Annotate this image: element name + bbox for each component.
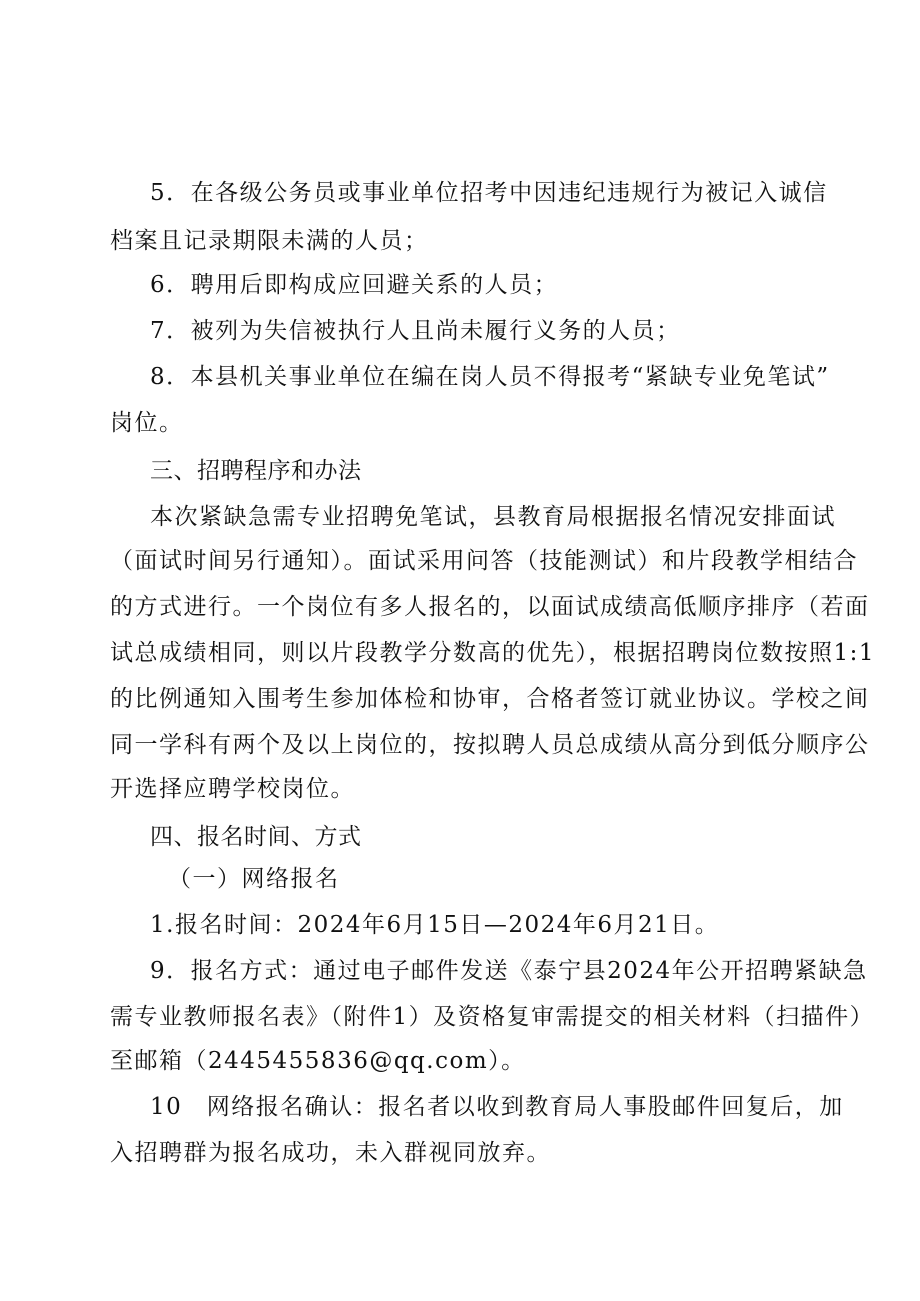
paragraph-line: 6．聘用后即构成应回避关系的人员； <box>150 272 559 298</box>
paragraph-line: 1.报名时间：2024年6月15日—2024年6月21日。 <box>150 912 720 938</box>
paragraph-line: 5．在各级公务员或事业单位招考中因违纪违规行为被记入诚信 <box>150 180 828 206</box>
section-heading: 四、报名时间、方式 <box>150 824 362 850</box>
paragraph-line: 本次紧缺急需专业招聘免笔试，县教育局根据报名情况安排面试 <box>150 504 836 530</box>
paragraph-line: 同一学科有两个及以上岗位的，按拟聘人员总成绩从高分到低分顺序公 <box>110 732 870 758</box>
paragraph-line: 试总成绩相同，则以片段教学分数高的优先），根据招聘岗位数按照1:1 <box>110 640 876 666</box>
paragraph-line: 的比例通知入围考生参加体检和协审，合格者签订就业协议。学校之间 <box>110 686 870 712</box>
paragraph-line: 10 网络报名确认：报名者以收到教育局人事股邮件回复后，加 <box>150 1094 844 1120</box>
paragraph-line: 需专业教师报名表》（附件1）及资格复审需提交的相关材料（扫描件） <box>110 1004 875 1030</box>
section-heading: 三、招聘程序和办法 <box>150 458 362 484</box>
paragraph-line: 入招聘群为报名成功，未入群视同放弃。 <box>110 1140 551 1166</box>
paragraph-line: （面试时间另行通知）。面试采用问答（技能测试）和片段教学相结合 <box>110 548 858 574</box>
paragraph-line: 岗位。 <box>110 410 184 436</box>
paragraph-line: 档案且记录期限未满的人员； <box>110 228 429 254</box>
paragraph-line: 开选择应聘学校岗位。 <box>110 776 355 802</box>
paragraph-line: 8．本县机关事业单位在编在岗人员不得报考“紧缺专业免笔试” <box>150 364 830 390</box>
subsection-heading: （一）网络报名 <box>168 866 340 892</box>
paragraph-line: 的方式进行。一个岗位有多人报名的，以面试成绩高低顺序排序（若面 <box>110 594 870 620</box>
paragraph-line: 9．报名方式：通过电子邮件发送《泰宁县2024年公开招聘紧缺急 <box>150 958 868 984</box>
paragraph-line: 至邮箱（2445455836@qq.com）。 <box>110 1048 526 1074</box>
paragraph-line: 7．被列为失信被执行人且尚未履行义务的人员； <box>150 318 681 344</box>
